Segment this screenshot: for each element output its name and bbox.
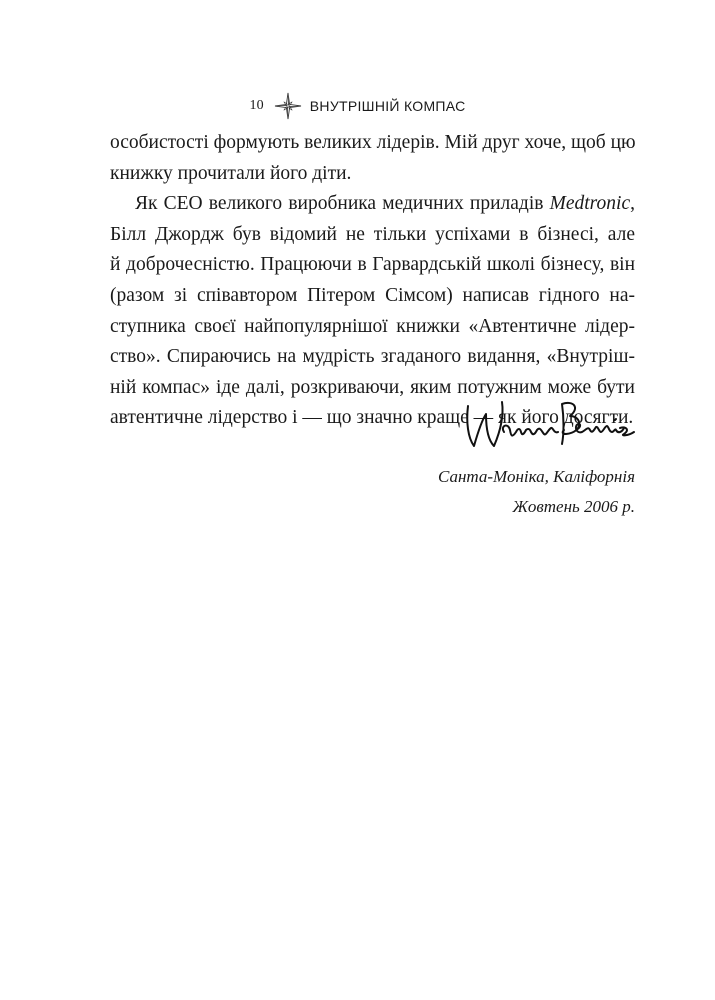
company-name: Medtronic — [549, 193, 631, 215]
paragraph-2-line-4: (разом зі співавтором Пітером Сімсом) написав гідного на- — [110, 284, 635, 306]
paragraph-2-line-8: автентичне лідерство і — що значно краще — як його досягти. — [110, 407, 634, 429]
paragraph-2-line-7: ній компас» іде далі, розкриваючи, яким потужним може бути — [110, 376, 635, 398]
paragraph-2-line-1 — [110, 189, 635, 220]
handwritten-signature — [458, 392, 638, 462]
paragraph-2-line-5: ступника своєї найпопулярнішої книжки «Автентичне лідер- — [110, 315, 635, 337]
signature-place: Санта-Моніка, Каліфорнія — [438, 467, 635, 486]
paragraph-2-line-1-text: Як CEO великого виробника медичних приладів — [135, 193, 550, 215]
paragraph-2-line-6: ство». Спираючись на мудрість згаданого видання, «Внутріш- — [110, 346, 635, 368]
paragraph-2-line-3: й доброчесністю. Працюючи в Гарвардській школі бізнесу, він — [110, 254, 635, 276]
book-title: ВНУТРІШНІЙ КОМПАС — [309, 98, 466, 114]
page-number: 10 — [249, 98, 264, 113]
signature-block — [438, 462, 635, 522]
compass-star-icon — [274, 92, 302, 120]
signature-date: Жовтень 2006 р. — [512, 497, 635, 516]
paragraph-2-line-2: Білл Джордж був відомий не тільки успіхами в бізнесі, але — [110, 223, 635, 245]
paragraph-1-line-2: книжку прочитали його діти. — [110, 162, 352, 184]
running-head — [0, 92, 715, 120]
body-text — [110, 128, 635, 434]
paragraph-2-line-1-punct: , — [630, 193, 635, 215]
paragraph-1-line-1: особистості формують великих лідерів. Мій друг хоче, щоб цю — [110, 132, 636, 153]
